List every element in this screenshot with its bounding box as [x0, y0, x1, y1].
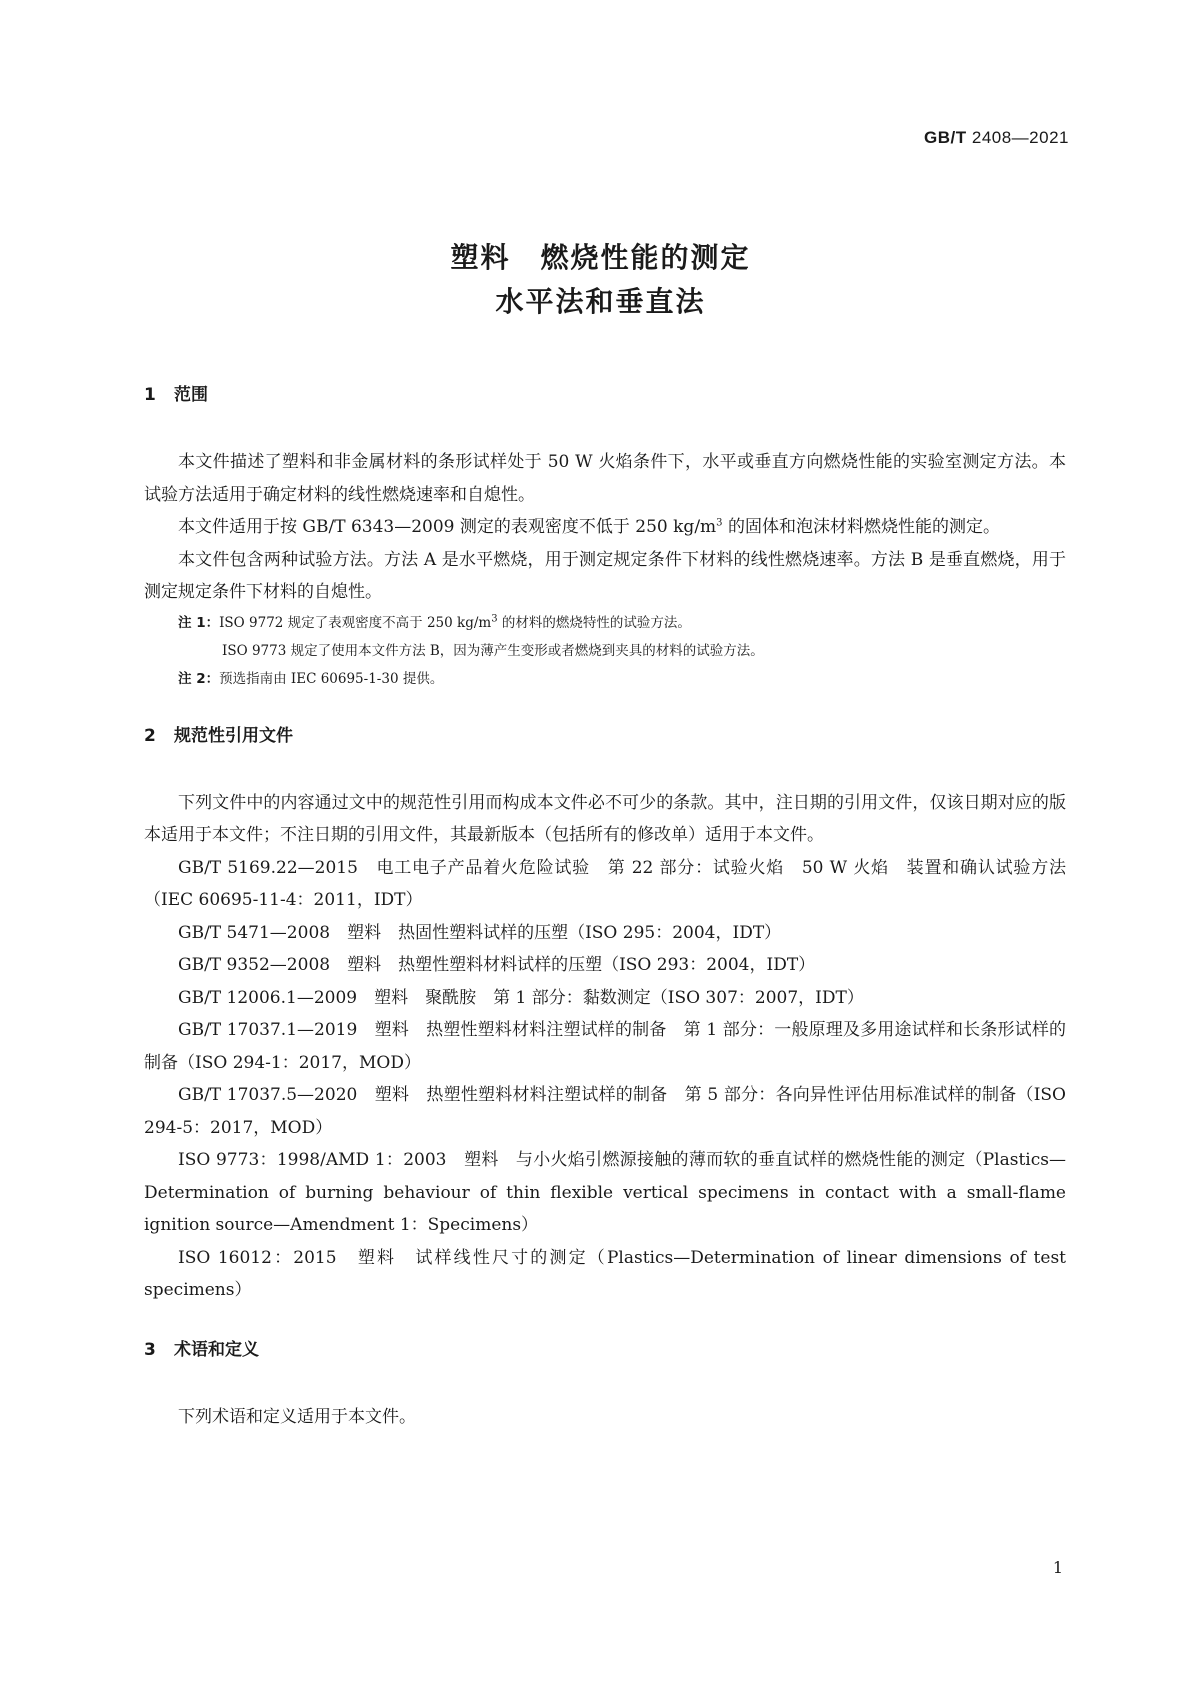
note-2 [144, 665, 1066, 693]
note-2-text: 预选指南由 IEC 60695-1-30 提供。 [219, 670, 444, 687]
standard-number: 2408—2021 [971, 128, 1069, 147]
page-number: 1 [1052, 1558, 1063, 1577]
note-1-continuation: ISO 9773 规定了使用本文件方法 B，因为薄产生变形或者燃烧到夹具的材料的试验方法。 [222, 642, 764, 659]
reference-item: GB/T 9352—2008 塑料 热塑性塑料材料试样的压塑（ISO 293：2004，IDT） [178, 955, 816, 975]
reference-item: GB/T 17037.1—2019 塑料 热塑性塑料材料注塑试样的制备 第 1 部分：一般原理及多用途试样和长条形试样的制备（ISO 294-1：2017，MOD） [144, 1020, 1066, 1073]
scope-paragraph-1: 本文件描述了塑料和非金属材料的条形试样处于 50 W 火焰条件下，水平或垂直方向燃烧性能的实验室测定方法。本试验方法适用于确定材料的线性燃烧速率和自熄性。 [144, 452, 1066, 505]
section-number: 2 [144, 725, 156, 746]
scope-paragraph-2-text: 本文件适用于按 GB/T 6343—2009 测定的表观密度不低于 250 kg/m [178, 517, 717, 537]
section-number: 1 [144, 385, 156, 405]
section-number: 3 [144, 1339, 156, 1360]
reference-item: GB/T 5471—2008 塑料 热固性塑料试样的压塑（ISO 295：2004，IDT） [178, 922, 782, 943]
reference-item: ISO 9773：1998/AMD 1：2003 塑料 与小火焰引燃源接触的薄而软的垂直试样的燃烧性能的测定（Plastics—Determination of burning behaviour of thin flexible vertical specimens in contact with a small-flame ignition source—Amendment 1：Specimens） [144, 1150, 1066, 1235]
superscript: 3 [491, 613, 498, 624]
superscript: 3 [716, 517, 723, 529]
standard-prefix: GB/T [924, 128, 967, 147]
document-title-line1: 塑料 燃烧性能的测定 [450, 241, 751, 274]
scope-paragraph-3: 本文件包含两种试验方法。方法 A 是水平燃烧，用于测定规定条件下材料的线性燃烧速率。方法 B 是垂直燃烧，用于测定规定条件下材料的自熄性。 [144, 549, 1066, 602]
section-title: 范围 [174, 385, 208, 405]
reference-item: GB/T 17037.5—2020 塑料 热塑性塑料材料注塑试样的制备 第 5 部分：各向异性评估用标准试样的制备（ISO 294-5：2017，MOD） [144, 1085, 1066, 1138]
reference-item: GB/T 12006.1—2009 塑料 聚酰胺 第 1 部分：黏数测定（ISO 307：2007，IDT） [178, 987, 864, 1008]
section-title: 规范性引用文件 [174, 725, 293, 746]
scope-paragraph-2-text-end: 的固体和泡沫材料燃烧性能的测定。 [722, 517, 1000, 537]
terms-intro: 下列术语和定义适用于本文件。 [178, 1406, 416, 1427]
section-3-heading [144, 1335, 1066, 1365]
section-2-heading [144, 721, 1066, 751]
note-1 [144, 609, 1066, 637]
section-1-heading [144, 380, 1066, 410]
note-label: 注 1： [178, 614, 220, 631]
reference-item: GB/T 5169.22—2015 电工电子产品着火危险试验 第 22 部分：试验火焰 50 W 火焰 装置和确认试验方法（IEC 60695-11-4：2011，IDT） [144, 857, 1066, 910]
document-title-line2: 水平法和垂直法 [495, 285, 706, 318]
standard-code [924, 128, 1069, 148]
note-1-text-end: 的材料的燃烧特性的试验方法。 [497, 614, 691, 631]
note-1-text: ISO 9772 规定了表观密度不高于 250 kg/m [219, 614, 492, 631]
reference-item: ISO 16012：2015 塑料 试样线性尺寸的测定（Plastics—Determination of linear dimensions of test specimens） [144, 1247, 1066, 1300]
section-title: 术语和定义 [174, 1339, 259, 1360]
note-label: 注 2： [178, 670, 220, 687]
scope-paragraph-2 [144, 511, 1066, 544]
document-body [144, 380, 1066, 1433]
references-intro: 下列文件中的内容通过文中的规范性引用而构成本文件必不可少的条款。其中，注日期的引用文件，仅该日期对应的版本适用于本文件；不注日期的引用文件，其最新版本（包括所有的修改单）适用于本文件。 [144, 792, 1066, 845]
